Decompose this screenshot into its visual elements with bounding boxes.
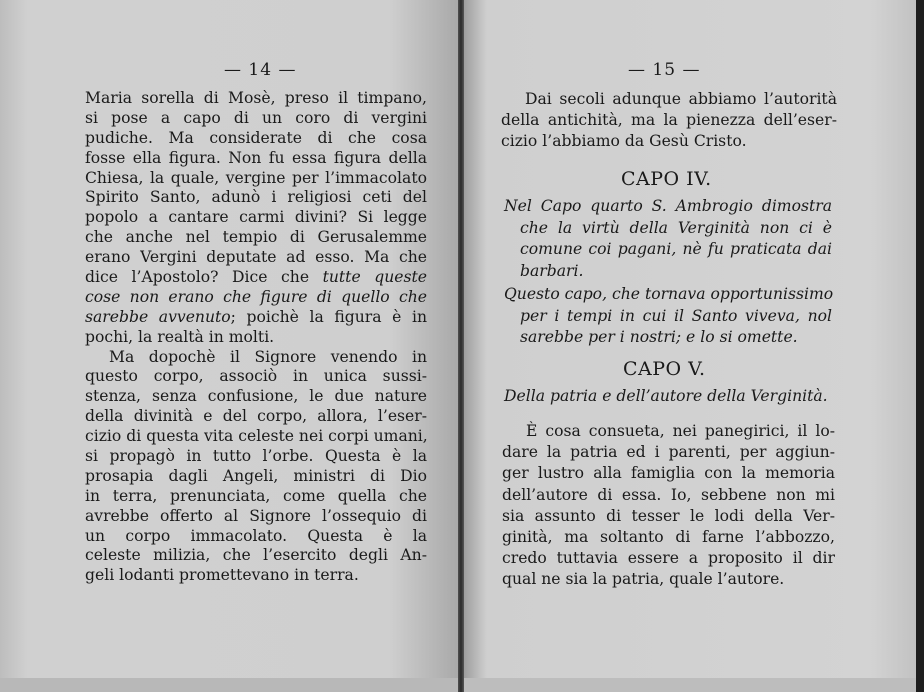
- text-line: [502, 421, 835, 442]
- text-line: [85, 89, 427, 109]
- text-line: [85, 129, 427, 149]
- chapter-v-body-text: [502, 421, 835, 591]
- chapter-v-summary: [504, 386, 836, 408]
- line-text: prosapia dagli Angeli, ministri di Dio: [85, 466, 427, 485]
- text-line: [85, 387, 427, 407]
- line-text: stenza, senza confusione, le due nature: [85, 387, 427, 406]
- line-text: popolo a cantare carmi divini? Si legge: [85, 208, 427, 227]
- text-line: [85, 228, 427, 248]
- line-text: sia assunto di tesser le lodi della Ver-: [502, 506, 835, 525]
- text-line: [85, 149, 427, 169]
- line-text: questo corpo, associò in unica sussi-: [85, 367, 427, 386]
- line-text: ginità, ma soltanto di farne l’abbozzo,: [502, 527, 835, 546]
- text-line: [85, 288, 427, 308]
- line-text: barbari.: [520, 261, 584, 280]
- line-text: in terra, prenunciata, come quella che: [85, 486, 427, 505]
- line-text: È cosa consueta, nei panegirici, il lo-: [526, 422, 835, 440]
- left-page: [0, 0, 458, 692]
- line-text: Maria sorella di Mosè, preso il timpano,: [85, 89, 427, 107]
- line-text: fosse ella figura. Non fu essa figura della: [85, 148, 427, 167]
- line-text: si propagò in tutto l’orbe. Questa è la: [85, 447, 427, 466]
- text-line: [85, 427, 427, 447]
- text-line: [85, 546, 427, 566]
- text-line: [85, 248, 427, 268]
- italic-text: tutte queste: [322, 268, 427, 287]
- text-line: [85, 407, 427, 427]
- line-text: Ma dopochè il Signore venendo in: [109, 347, 427, 366]
- chapter-heading-capo-iv: CAPO IV.: [621, 168, 712, 190]
- text-line: [504, 218, 832, 240]
- line-text: Spirito Santo, adunò i religiosi ceti del: [85, 188, 427, 207]
- text-line: [504, 239, 832, 261]
- text-line: [502, 548, 835, 569]
- line-text: che la virtù della Verginità non ci è: [520, 218, 832, 237]
- text-line: [502, 463, 835, 484]
- text-line: [85, 447, 427, 467]
- line-text: per i tempi in cui il Santo viveva, nol: [520, 306, 832, 325]
- text-line: [502, 506, 835, 527]
- text-line: [504, 306, 832, 328]
- text-line: [502, 485, 835, 506]
- line-text: pudiche. Ma considerate di che cosa: [85, 128, 427, 147]
- text-line: [85, 109, 427, 129]
- text-line: [85, 348, 427, 368]
- text-line: [85, 566, 427, 586]
- text-line: [502, 442, 835, 463]
- text-line: [85, 308, 427, 328]
- text-line: [504, 196, 832, 218]
- line-text: geli lodanti promettevano in terra.: [85, 566, 359, 585]
- line-text: ; poichè la figura è in: [230, 307, 427, 326]
- line-text: Chiesa, la quale, vergine per l’immacolato: [85, 168, 427, 187]
- line-text: erano Vergini deputate ad esso. Ma che: [85, 248, 427, 267]
- text-line: [85, 169, 427, 189]
- text-line: [85, 467, 427, 487]
- right-intro-text: [501, 89, 837, 152]
- left-page-text: [85, 89, 427, 586]
- chapter-heading-capo-v: CAPO V.: [623, 358, 706, 380]
- text-line: [501, 89, 837, 110]
- italic-text: sarebbe avvenuto: [85, 307, 231, 326]
- text-line: [501, 131, 837, 152]
- chapter-iv-summary: [504, 196, 832, 282]
- line-text: Della patria e dell’autore della Verginità.: [504, 387, 828, 405]
- text-line: [85, 188, 427, 208]
- line-text: cizio l’abbiamo da Gesù Cristo.: [501, 132, 747, 150]
- line-text: ger lustro alla famiglia con la memoria: [502, 464, 835, 483]
- line-text: qual ne sia la patria, quale l’autore.: [502, 570, 785, 589]
- line-text: cizio di questa vita celeste nei corpi umani,: [85, 427, 428, 446]
- text-line: [85, 208, 427, 228]
- text-line: [85, 527, 427, 547]
- text-line: [85, 367, 427, 387]
- line-text: della antichità, ma la pienezza dell’eser-: [501, 111, 837, 129]
- line-text: credo tuttavia essere a proposito il dir: [502, 549, 835, 568]
- text-line: [504, 261, 832, 283]
- right-page: [464, 0, 916, 692]
- text-line: [504, 284, 832, 306]
- line-text: celeste milizia, che l’esercito degli An-: [85, 546, 427, 565]
- chapter-iv-note: [504, 284, 832, 349]
- line-text: avrebbe offerto al Signore l’ossequio di: [85, 506, 427, 525]
- text-line: [85, 507, 427, 527]
- line-text: pochi, la realtà in molti.: [85, 327, 275, 346]
- line-text: comune coi pagani, nè fu praticata dai: [520, 240, 832, 258]
- line-text: un corpo immacolato. Questa è la: [85, 526, 427, 545]
- line-text: Dai secoli adunque abbiamo l’autorità: [525, 90, 837, 108]
- line-text: dell’autore di essa. Io, sebbene non mi: [502, 485, 835, 504]
- text-line: [504, 327, 832, 349]
- text-line: [502, 527, 835, 548]
- line-text: si pose a capo di un coro di vergini: [85, 108, 427, 127]
- italic-text: cose non erano che figure di quello che: [85, 287, 427, 306]
- right-page-number: — 15 —: [628, 60, 701, 80]
- line-text: che anche nel tempio di Gerusalemme: [85, 228, 427, 247]
- line-text: sarebbe per i nostri; e lo si omette.: [520, 328, 798, 346]
- text-line: [501, 110, 837, 131]
- line-text: dare la patria ed i parenti, per aggiun-: [502, 443, 835, 462]
- left-page-number: — 14 —: [224, 60, 297, 80]
- line-text: dice l’Apostolo? Dice che: [85, 268, 323, 287]
- text-line: [85, 328, 427, 348]
- line-text: della divinità e del corpo, allora, l’eser-: [85, 407, 427, 426]
- line-text: Nel Capo quarto S. Ambrogio dimostra: [504, 197, 832, 215]
- text-line: [502, 569, 835, 590]
- text-line: [85, 268, 427, 288]
- line-text: Questo capo, che tornava opportunissimo: [504, 285, 834, 303]
- text-line: [85, 487, 427, 507]
- text-line: [504, 386, 836, 408]
